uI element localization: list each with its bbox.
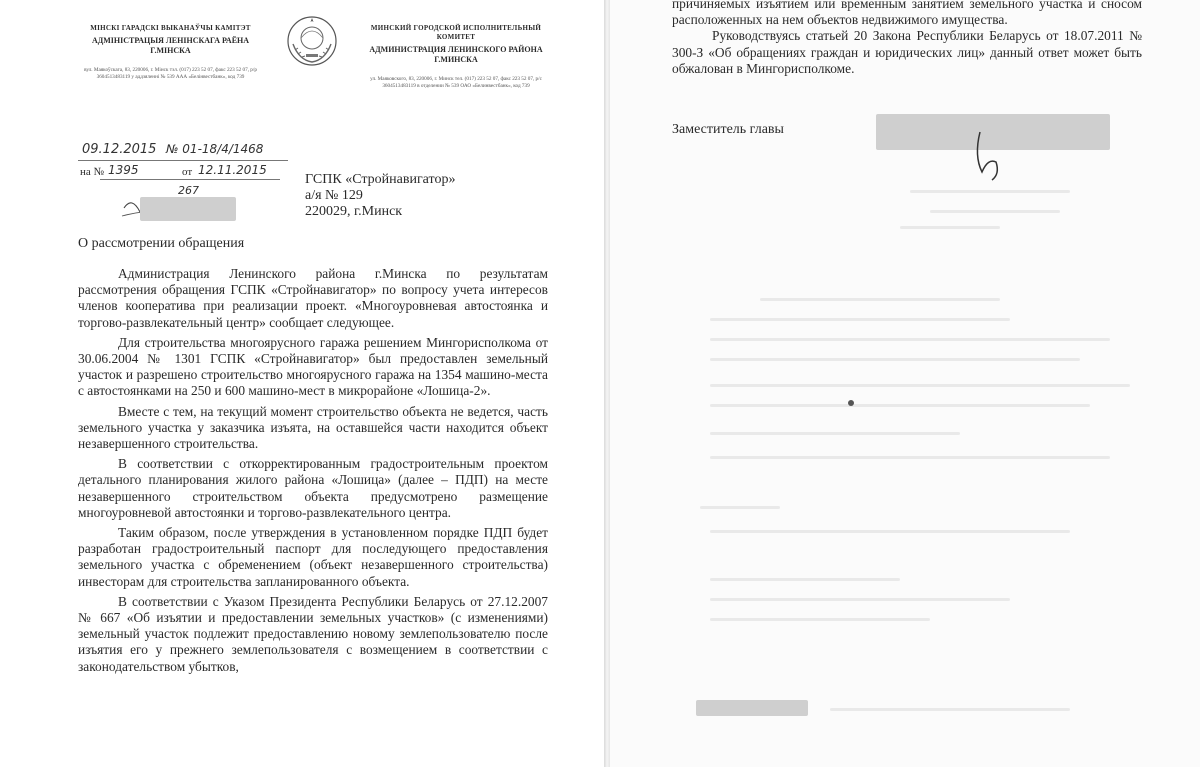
redaction-block bbox=[696, 700, 808, 716]
body-paragraph: В соответствии с откорректированным градостроительным проектом детального планирования жилого района «Лошица» (далее – ПДП) на месте незавершенного строительством объекта предусмотрено размещение многоуровневой автостоянки и торгово-развлекательного центра. bbox=[78, 456, 548, 520]
bleed-through-line bbox=[900, 226, 1000, 229]
header-left-address: вул. Маякоўскага, 83, 220006, г. Мінск тэл. (017) 223 52 07, факс 223 52 07, р/р 3604513483119 у аддзяленні № 539 ААА «Белінвестбанк», код 739 bbox=[84, 67, 257, 80]
header-left-line2: АДМІНІСТРАЦЫЯ ЛЕНІНСКАГА РАЁНА Г.МІНСКА bbox=[91, 36, 250, 55]
bleed-through-line bbox=[710, 318, 1010, 321]
continued-paragraph: причиняемых изъятием или временным занятием земельного участка и сносом расположенных на нем объектов недвижимого имущества. bbox=[672, 0, 1142, 28]
bleed-through-line bbox=[700, 506, 780, 509]
addressee-line3: 220029, г.Минск bbox=[305, 204, 403, 219]
addressee-block bbox=[305, 172, 455, 220]
addressee-line2: а/я № 129 bbox=[305, 188, 363, 203]
ref-date: 12.11.2015 bbox=[198, 163, 267, 177]
bleed-through-line bbox=[710, 404, 1090, 407]
ref-number: 1395 bbox=[108, 163, 139, 177]
letter-subject: О рассмотрении обращения bbox=[78, 236, 245, 251]
bleed-through-line bbox=[710, 358, 1080, 361]
letter-body bbox=[78, 266, 548, 679]
handwritten-signature-icon bbox=[966, 128, 1016, 184]
continued-paragraph: Руководствуясь статьей 20 Закона Республики Беларусь от 18.07.2011 № 300-З «Об обращениях граждан и юридических лиц» данный ответ может быть обжалован в Мингорисполкоме. bbox=[672, 28, 1142, 76]
date-line bbox=[78, 160, 288, 161]
addressee-line1: ГСПК «Стройнавигатор» bbox=[305, 172, 456, 187]
bleed-through-line bbox=[710, 456, 1110, 459]
letterhead-belarusian bbox=[78, 24, 263, 81]
bleed-through-line bbox=[710, 530, 1070, 533]
ref-line bbox=[100, 179, 280, 180]
reg-date: 09.12.2015 bbox=[82, 142, 157, 157]
reg-number: № 01-18/4/1468 bbox=[166, 142, 264, 156]
ref-prefix: на № bbox=[80, 166, 105, 178]
bleed-through-line bbox=[710, 432, 960, 435]
header-right-line2: АДМИНИСТРАЦИЯ ЛЕНИНСКОГО РАЙОНА Г.МИНСКА bbox=[369, 45, 543, 64]
bleed-through-line bbox=[830, 708, 1070, 711]
ink-dot bbox=[848, 400, 854, 406]
bleed-through-line bbox=[710, 338, 1110, 341]
ref-date-prefix: от bbox=[182, 166, 193, 178]
state-emblem-icon bbox=[285, 14, 339, 68]
bleed-through-line bbox=[710, 618, 930, 621]
bleed-through-line bbox=[710, 384, 1130, 387]
bleed-through-line bbox=[710, 578, 900, 581]
body-paragraph: В соответствии с Указом Президента Республики Беларусь от 27.12.2007 № 667 «Об изъятии и предоставлении земельных участков» (с изменениями) земельный участок подлежит предоставлению новому землепользователю после изъятия его у прежнего землепользователя с возмещением в соответствии с законодательством убытков, bbox=[78, 593, 548, 674]
body-paragraph: Для строительства многоярусного гаража решением Мингорисполкома от 30.06.2004 № 1301 ГСПК «Стройнавигатор» был предоставлен земельный участок и разрешено строительство многоярусного гаража на 1354 машино-места с автостоянками на 250 и 600 машино-мест в микрорайоне «Лошица-2». bbox=[78, 334, 548, 399]
right-page bbox=[610, 0, 1200, 767]
stamp-number: 267 bbox=[178, 184, 199, 197]
redaction-block bbox=[140, 197, 236, 221]
letterhead-russian bbox=[356, 24, 556, 90]
bleed-through-line bbox=[910, 190, 1070, 193]
bleed-through-line bbox=[760, 298, 1000, 301]
body-paragraph: Администрация Ленинского района г.Минска по результатам рассмотрения обращения ГСПК «Стройнавигатор» по вопросу учета интересов членов кооператива при реализации проект. «Многоуровневая автостоянка и торгово-развлекательный центр» сообщает следующее. bbox=[78, 266, 548, 330]
header-right-address: ул. Маяковского, 83, 220006, г. Минск тел. (017) 223 52 07, факс 223 52 07, р/с 3604513483119 в отделении № 539 ОАО «Белинвестбанк», код 739 bbox=[370, 76, 542, 89]
continued-text bbox=[672, 0, 1142, 77]
body-paragraph: Таким образом, после утверждения в установленном порядке ПДП будет разработан градостроительный паспорт для последующего предоставления земельного участка с обременением (объект незавершенного строительства) инвесторам для строительства запланированного объекта. bbox=[78, 525, 548, 589]
header-left-line1: МІНСКІ ГАРАДСКІ ВЫКАНАЎЧЫ КАМІТЭТ bbox=[90, 24, 251, 32]
header-right-line1: МИНСКИЙ ГОРОДСКОЙ ИСПОЛНИТЕЛЬНЫЙ КОМИТЕТ bbox=[370, 24, 542, 41]
bleed-through-line bbox=[930, 210, 1060, 213]
body-paragraph: Вместе с тем, на текущий момент строительство объекта не ведется, часть земельного участка у заказчика изъята, на оставшейся части находится объект незавершенного строительства. bbox=[78, 403, 548, 452]
signature-title: Заместитель главы bbox=[672, 122, 784, 137]
bleed-through-line bbox=[710, 598, 1010, 601]
